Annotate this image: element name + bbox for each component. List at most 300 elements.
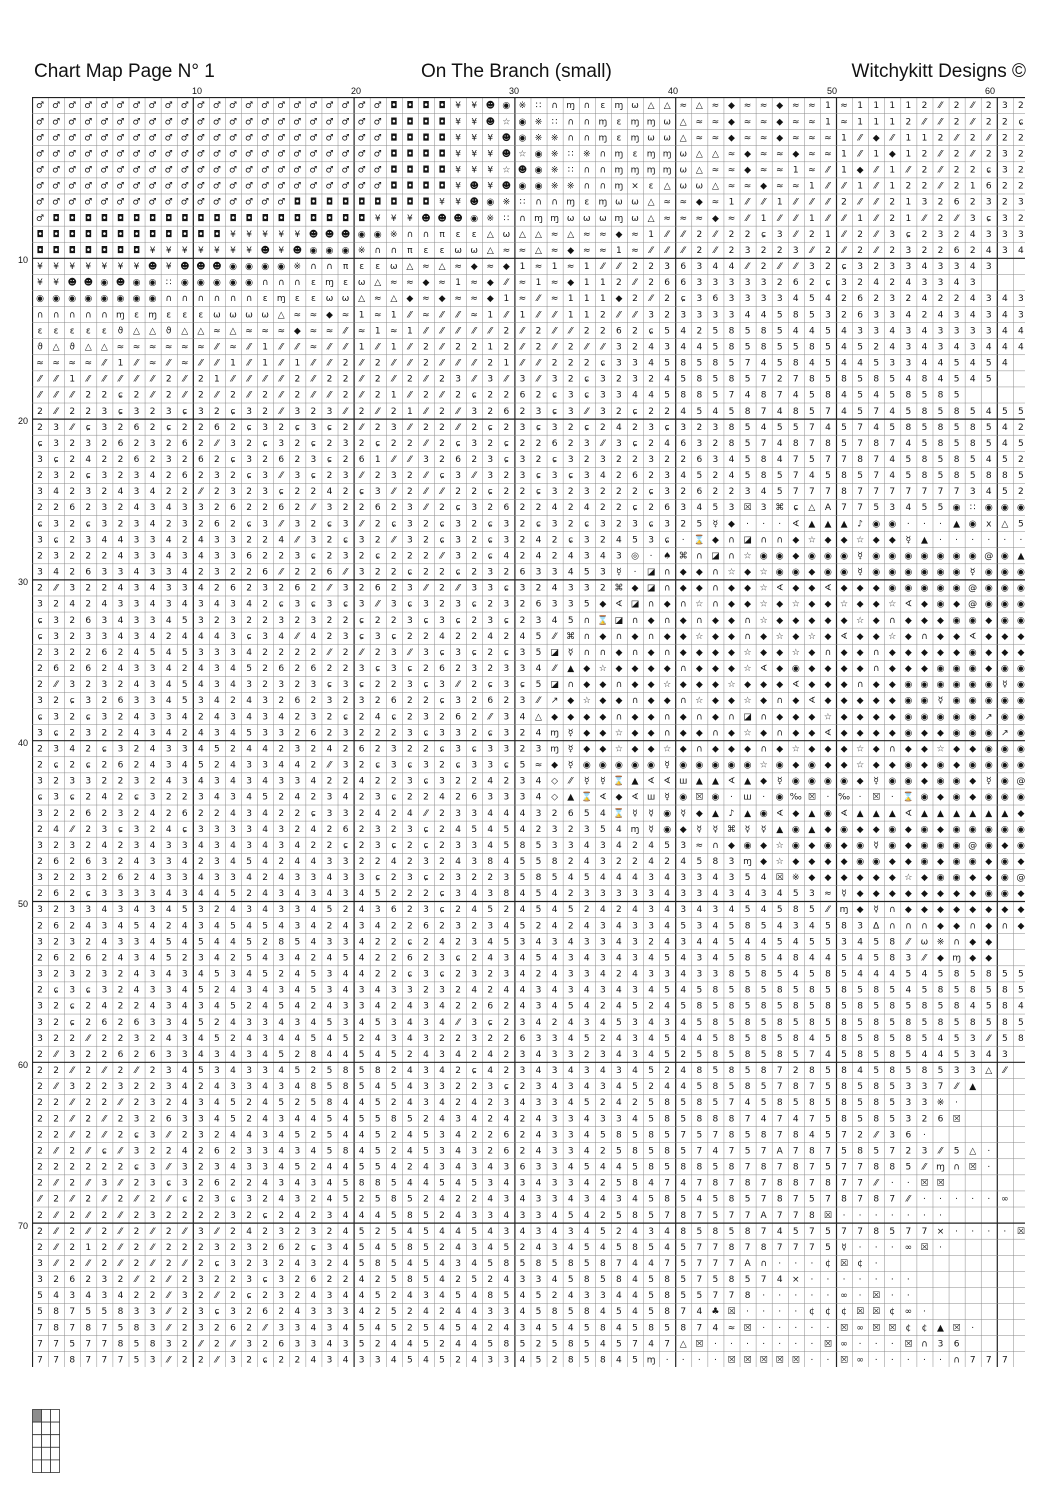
chart-cell: ¥ <box>471 149 477 159</box>
chart-cell: ◉ <box>888 519 896 529</box>
chart-cell: 2 <box>423 535 429 545</box>
chart-cell: 3 <box>857 326 863 336</box>
chart-cell: ♂ <box>181 101 189 111</box>
chart-cell: 8 <box>825 1002 831 1012</box>
chart-cell: ⁄⁄ <box>873 246 881 256</box>
chart-cell: ◉ <box>872 857 880 867</box>
chart-cell: 2 <box>118 1195 124 1205</box>
chart-cell: 3 <box>664 342 670 352</box>
chart-cell: ε <box>295 294 300 304</box>
chart-cell: ∩ <box>873 664 880 674</box>
chart-cell: ☒ <box>824 1211 832 1221</box>
chart-cell: 2 <box>487 986 493 996</box>
chart-cell: ◉ <box>921 584 929 594</box>
chart-cell: ◆ <box>841 873 848 883</box>
chart-cell: 2 <box>648 1002 654 1012</box>
chart-cell: ◉ <box>792 664 800 674</box>
chart-cell: 6 <box>69 503 75 513</box>
chart-cell: 8 <box>889 1002 895 1012</box>
chart-cell: 4 <box>134 970 140 980</box>
chart-cell: 3 <box>503 1195 509 1205</box>
chart-cell: ☒ <box>872 793 880 803</box>
chart-cell: ɕ <box>600 359 605 369</box>
chart-cell: 4 <box>375 1050 381 1060</box>
chart-cell: 5 <box>214 1034 220 1044</box>
chart-cell: 2 <box>262 680 268 690</box>
chart-cell: @ <box>1016 873 1025 883</box>
chart-cell: 5 <box>825 937 831 947</box>
chart-cell: 3 <box>391 471 397 481</box>
chart-cell: 5 <box>101 1307 107 1317</box>
chart-cell: ◆ <box>760 648 767 658</box>
chart-cell: ∩ <box>873 648 880 658</box>
chart-cell: · <box>682 535 685 545</box>
chart-cell: 3 <box>1018 230 1024 240</box>
chart-cell: 4 <box>214 1114 220 1124</box>
chart-cell: 2 <box>37 744 43 754</box>
chart-cell: 2 <box>664 310 670 320</box>
chart-cell: ◆ <box>808 568 815 578</box>
chart-cell: · <box>1003 535 1006 545</box>
chart-cell: ɕ <box>86 712 91 722</box>
chart-cell: 1 <box>262 342 268 352</box>
chart-cell: 4 <box>520 1227 526 1237</box>
chart-cell: 5 <box>391 1307 397 1317</box>
chart-cell: 2 <box>359 551 365 561</box>
chart-cell: ∩ <box>664 568 671 578</box>
chart-cell: 4 <box>825 294 831 304</box>
chart-cell: ⁄⁄ <box>824 198 832 208</box>
chart-cell: 4 <box>166 825 172 835</box>
chart-cell: ♂ <box>277 101 285 111</box>
chart-cell: 4 <box>134 857 140 867</box>
chart-cell: 2 <box>230 1146 236 1156</box>
chart-cell: ◆ <box>841 744 848 754</box>
chart-cell: 4 <box>343 1243 349 1253</box>
chart-cell: ♂ <box>229 101 237 111</box>
chart-cell: 5 <box>246 857 252 867</box>
chart-cell: 3 <box>552 1050 558 1060</box>
chart-cell: ε <box>456 230 461 240</box>
chart-cell: 5 <box>69 1339 75 1349</box>
chart-cell: 2 <box>182 1243 188 1253</box>
chart-cell: 3 <box>970 1050 976 1060</box>
chart-cell: 2 <box>150 825 156 835</box>
chart-cell: 2 <box>134 1227 140 1237</box>
chart-cell: 3 <box>616 889 622 899</box>
chart-cell: 7 <box>777 391 783 401</box>
chart-cell: ☻ <box>148 261 157 272</box>
chart-cell: 2 <box>455 905 461 915</box>
chart-cell: 3 <box>214 1066 220 1076</box>
chart-cell: 5 <box>793 1018 799 1028</box>
chart-cell: ◆ <box>1017 632 1024 642</box>
chart-cell: 3 <box>857 921 863 931</box>
chart-cell: 3 <box>37 1275 43 1285</box>
chart-cell: 3 <box>150 664 156 674</box>
chart-cell: 4 <box>53 487 59 497</box>
chart-cell: 2 <box>873 294 879 304</box>
chart-cell: 2 <box>391 970 397 980</box>
chart-cell: 8 <box>536 1259 542 1269</box>
chart-cell: 5 <box>696 1130 702 1140</box>
chart-cell: 2 <box>37 551 43 561</box>
chart-cell: 3 <box>889 262 895 272</box>
chart-cell: 2 <box>53 1098 59 1108</box>
chart-cell: ◉ <box>937 568 945 578</box>
chart-cell: 3 <box>568 407 574 417</box>
chart-cell: 4 <box>809 921 815 931</box>
chart-cell: 4 <box>311 777 317 787</box>
chart-cell: 4 <box>359 1018 365 1028</box>
chart-cell: 3 <box>101 1179 107 1189</box>
chart-cell: ◆ <box>969 777 976 787</box>
chart-cell: ⁄⁄ <box>439 551 447 561</box>
chart-cell: 3 <box>616 342 622 352</box>
chart-cell: ◉ <box>985 680 993 690</box>
chart-cell: 5 <box>696 1050 702 1060</box>
chart-cell: ☆ <box>760 600 768 610</box>
chart-cell: ◘ <box>406 198 413 208</box>
chart-cell: 2 <box>53 873 59 883</box>
chart-cell: 2 <box>423 551 429 561</box>
chart-cell: 2 <box>439 455 445 465</box>
chart-cell: 4 <box>552 889 558 899</box>
chart-cell: 5 <box>664 1163 670 1173</box>
chart-cell: ◉ <box>1001 761 1009 771</box>
chart-cell: 2 <box>455 937 461 947</box>
chart-cell: ♂ <box>245 166 253 176</box>
chart-cell: 2 <box>487 970 493 980</box>
chart-cell: 8 <box>520 841 526 851</box>
chart-cell: 2 <box>311 487 317 497</box>
chart-cell: 5 <box>230 921 236 931</box>
chart-cell: 5 <box>986 375 992 385</box>
chart-cell: ♂ <box>68 182 76 192</box>
chart-cell: 5 <box>809 407 815 417</box>
chart-cell: 3 <box>922 1082 928 1092</box>
chart-cell: ♂ <box>293 133 301 143</box>
chart-cell: 8 <box>793 1163 799 1173</box>
chart-cell: ≈ <box>776 166 784 176</box>
chart-cell: 2 <box>471 680 477 690</box>
chart-cell: ♂ <box>84 166 92 176</box>
chart-cell: ◆ <box>921 616 928 626</box>
chart-cell: ɕ <box>552 455 557 465</box>
chart-cell: 5 <box>745 375 751 385</box>
chart-cell: ∢ <box>776 584 784 594</box>
chart-cell: ≈ <box>760 117 768 127</box>
chart-cell: ⁄⁄ <box>326 584 334 594</box>
chart-cell: 5 <box>311 1034 317 1044</box>
chart-cell: 8 <box>729 1002 735 1012</box>
chart-cell: 4 <box>359 777 365 787</box>
chart-cell: 2 <box>198 391 204 401</box>
chart-cell: 3 <box>278 1291 284 1301</box>
chart-cell: 2 <box>713 439 719 449</box>
chart-cell: ◆ <box>1017 648 1024 658</box>
chart-cell: ⁄⁄ <box>792 262 800 272</box>
chart-cell: 4 <box>696 503 702 513</box>
chart-cell: 2 <box>53 809 59 819</box>
chart-cell: ɱ <box>631 133 640 143</box>
chart-cell: 6 <box>391 905 397 915</box>
chart-cell: 3 <box>198 616 204 626</box>
chart-cell: 3 <box>407 503 413 513</box>
chart-cell: 3 <box>230 616 236 626</box>
chart-cell: ⁄⁄ <box>873 198 881 208</box>
chart-cell: ♂ <box>342 166 350 176</box>
chart-cell: 3 <box>101 407 107 417</box>
chart-cell: 2 <box>311 1163 317 1173</box>
chart-cell: 3 <box>198 921 204 931</box>
chart-cell: ♂ <box>165 117 173 127</box>
chart-cell: 7 <box>713 1243 719 1253</box>
chart-cell: 4 <box>841 326 847 336</box>
chart-cell: ◆ <box>841 696 848 706</box>
chart-cell: 2 <box>487 1146 493 1156</box>
chart-cell: 6 <box>69 1275 75 1285</box>
chart-cell: 7 <box>873 487 879 497</box>
chart-cell: 4 <box>970 1002 976 1012</box>
chart-cell: ⁄⁄ <box>181 1227 189 1237</box>
chart-cell: · <box>778 1291 781 1301</box>
chart-cell: 2 <box>487 1034 493 1044</box>
chart-cell: ɕ <box>665 423 670 433</box>
chart-cell: 3 <box>166 584 172 594</box>
chart-cell: 8 <box>841 1098 847 1108</box>
chart-cell: 2 <box>294 1243 300 1253</box>
chart-cell: ◉ <box>519 117 527 127</box>
chart-cell: 8 <box>745 1179 751 1189</box>
chart-cell: 3 <box>391 423 397 433</box>
chart-cell: ◘ <box>438 166 445 176</box>
chart-cell: 8 <box>745 407 751 417</box>
chart-cell: 7 <box>696 1179 702 1189</box>
chart-cell: 3 <box>85 487 91 497</box>
chart-cell: 5 <box>809 391 815 401</box>
chart-cell: ∢ <box>615 600 623 610</box>
chart-cell: ◘ <box>69 214 76 224</box>
chart-cell: 8 <box>713 1018 719 1028</box>
chart-cell: ◉ <box>486 198 494 208</box>
chart-cell: 3 <box>150 696 156 706</box>
chart-cell: 5 <box>825 1066 831 1076</box>
chart-cell: 3 <box>503 680 509 690</box>
chart-cell: · <box>939 1243 942 1253</box>
chart-cell: 2 <box>487 1323 493 1333</box>
chart-cell: ☆ <box>776 632 784 642</box>
chart-cell: ≈ <box>808 101 816 111</box>
chart-cell: ☆ <box>744 648 752 658</box>
chart-cell: ◉ <box>904 551 912 561</box>
chart-cell: 2 <box>439 1034 445 1044</box>
chart-cell: ε <box>102 326 107 336</box>
chart-cell: 2 <box>69 455 75 465</box>
chart-cell: 3 <box>455 471 461 481</box>
chart-cell: 5 <box>761 986 767 996</box>
chart-cell: 5 <box>359 1114 365 1124</box>
chart-cell: 1 <box>905 214 911 224</box>
chart-cell: 2 <box>69 535 75 545</box>
chart-cell: 3 <box>648 873 654 883</box>
chart-cell: 3 <box>150 793 156 803</box>
chart-cell: ♂ <box>52 182 60 192</box>
chart-cell: ☻ <box>260 245 269 256</box>
chart-cell: 5 <box>938 1002 944 1012</box>
chart-cell: 1 <box>214 375 220 385</box>
chart-cell: ◘ <box>36 230 43 240</box>
chart-cell: 8 <box>632 1211 638 1221</box>
chart-cell: · <box>634 568 637 578</box>
chart-cell: 2 <box>53 937 59 947</box>
chart-cell: ∆ <box>872 921 880 931</box>
chart-cell: 4 <box>905 310 911 320</box>
chart-cell: 3 <box>327 1355 333 1365</box>
chart-cell: 4 <box>278 921 284 931</box>
chart-cell: ♂ <box>293 166 301 176</box>
chart-cell: 7 <box>793 1195 799 1205</box>
chart-cell: ɕ <box>247 423 252 433</box>
chart-cell: 2 <box>889 278 895 288</box>
chart-cell: 2 <box>311 1211 317 1221</box>
chart-cell: ɕ <box>440 905 445 915</box>
chart-cell: 4 <box>616 423 622 433</box>
chart-cell: 5 <box>536 905 542 915</box>
chart-cell: ◆ <box>824 857 831 867</box>
chart-cell: ɕ <box>440 471 445 481</box>
chart-cell: 2 <box>85 600 91 610</box>
chart-cell: 3 <box>520 1323 526 1333</box>
chart-cell: 4 <box>632 905 638 915</box>
chart-cell: ¥ <box>455 182 461 192</box>
chart-cell: 4 <box>85 455 91 465</box>
chart-cell: 4 <box>1018 342 1024 352</box>
chart-cell: ◉ <box>1017 600 1025 610</box>
chart-cell: 2 <box>294 664 300 674</box>
chart-cell: 6 <box>85 616 91 626</box>
chart-cell: ≈ <box>808 166 816 176</box>
chart-cell: ◆ <box>985 664 992 674</box>
chart-cell: 6 <box>182 809 188 819</box>
chart-cell: 3 <box>150 1163 156 1173</box>
chart-cell: 8 <box>793 953 799 963</box>
chart-cell: 5 <box>889 1227 895 1237</box>
chart-cell: ◉ <box>921 857 929 867</box>
chart-cell: 3 <box>696 953 702 963</box>
chart-cell: 5 <box>745 1195 751 1205</box>
chart-cell: 4 <box>294 857 300 867</box>
chart-cell: 4 <box>53 825 59 835</box>
chart-cell: 4 <box>616 873 622 883</box>
chart-cell: ⁄⁄ <box>422 809 430 819</box>
chart-cell: ⁄⁄ <box>631 278 639 288</box>
chart-cell: 7 <box>745 1243 751 1253</box>
chart-cell: 2 <box>520 535 526 545</box>
chart-cell: ∩ <box>776 535 783 545</box>
chart-cell: 3 <box>230 648 236 658</box>
chart-cell: ɕ <box>649 326 654 336</box>
chart-cell: ◆ <box>760 182 767 192</box>
chart-cell: 2 <box>391 921 397 931</box>
chart-cell: 2 <box>407 487 413 497</box>
chart-cell: 8 <box>680 1227 686 1237</box>
chart-cell: 4 <box>745 1098 751 1108</box>
chart-cell: 4 <box>520 986 526 996</box>
chart-cell: ◆ <box>728 600 735 610</box>
chart-cell: ∩ <box>423 230 430 240</box>
chart-cell: ♂ <box>197 149 205 159</box>
chart-cell: 4 <box>986 342 992 352</box>
chart-cell: ⁄⁄ <box>776 214 784 224</box>
chart-cell: ◆ <box>776 744 783 754</box>
chart-cell: 4 <box>198 873 204 883</box>
chart-cell: 4 <box>600 1066 606 1076</box>
chart-cell: · <box>907 519 910 529</box>
chart-cell: 2 <box>391 680 397 690</box>
chart-cell: 4 <box>793 970 799 980</box>
chart-cell: 8 <box>761 1163 767 1173</box>
chart-cell: ⁄⁄ <box>53 1146 61 1156</box>
chart-cell: 3 <box>423 600 429 610</box>
chart-cell: 2 <box>182 664 188 674</box>
chart-cell: 2 <box>101 551 107 561</box>
chart-cell: 4 <box>1002 439 1008 449</box>
chart-cell: · <box>778 1339 781 1349</box>
chart-cell: 4 <box>101 535 107 545</box>
chart-cell: ∩ <box>712 600 719 610</box>
chart-cell: · <box>794 1291 797 1301</box>
chart-cell: 2 <box>37 1179 43 1189</box>
chart-cell: 4 <box>230 905 236 915</box>
chart-cell: 4 <box>439 1114 445 1124</box>
chart-cell: ɕ <box>86 889 91 899</box>
chart-cell: ☿ <box>713 519 719 529</box>
chart-cell: ☿ <box>568 761 574 771</box>
chart-cell: 4 <box>327 1002 333 1012</box>
chart-cell: 5 <box>664 841 670 851</box>
chart-cell: ◆ <box>824 535 831 545</box>
chart-cell: ш <box>647 793 655 803</box>
chart-cell: 2 <box>487 407 493 417</box>
chart-cell: ◆ <box>487 294 494 304</box>
chart-cell: 4 <box>1002 423 1008 433</box>
chart-cell: 3 <box>520 1066 526 1076</box>
chart-cell: 2 <box>327 1227 333 1237</box>
chart-cell: 4 <box>471 1114 477 1124</box>
chart-cell: ∩ <box>953 937 960 947</box>
chart-cell: 3 <box>375 841 381 851</box>
chart-cell: ◆ <box>712 648 719 658</box>
chart-cell: ɕ <box>279 487 284 497</box>
chart-cell: 3 <box>471 1243 477 1253</box>
chart-cell: 4 <box>600 970 606 980</box>
column-number-50: 50 <box>827 86 837 96</box>
chart-cell: 4 <box>327 873 333 883</box>
chart-cell: ω <box>599 214 607 224</box>
chart-cell: 4 <box>198 744 204 754</box>
chart-cell: · <box>810 1259 813 1269</box>
chart-cell: 4 <box>487 1195 493 1205</box>
chart-cell: 8 <box>696 1163 702 1173</box>
chart-cell: 3 <box>118 1082 124 1092</box>
chart-cell: ⁄⁄ <box>326 391 334 401</box>
chart-cell: 2 <box>166 1227 172 1237</box>
chart-cell: 4 <box>568 1243 574 1253</box>
chart-cell: 5 <box>905 471 911 481</box>
chart-cell: 5 <box>857 1098 863 1108</box>
chart-cell: 2 <box>294 503 300 513</box>
